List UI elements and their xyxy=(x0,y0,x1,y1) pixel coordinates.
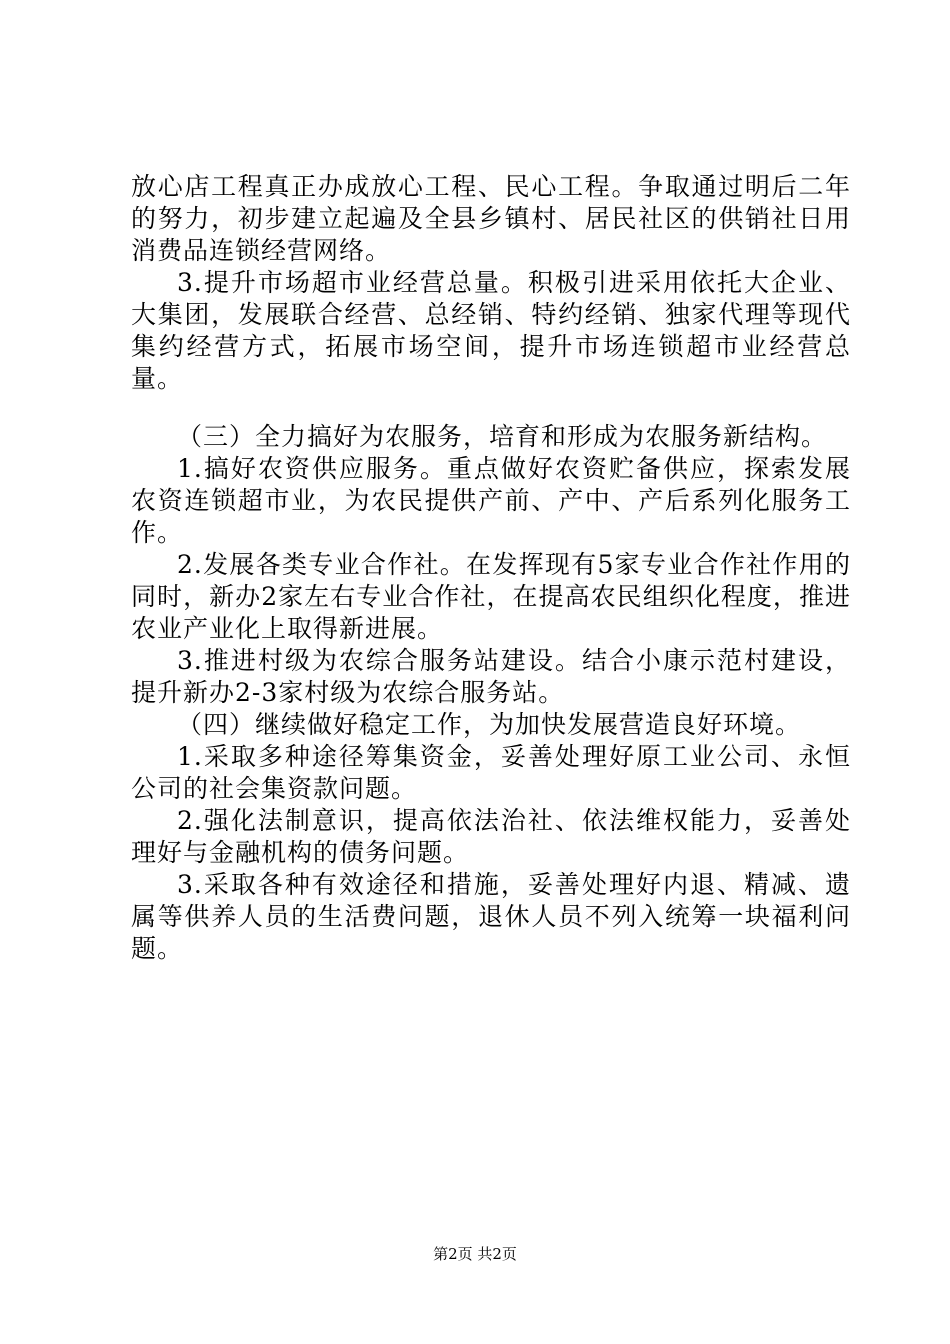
section-heading-3: （三）全力搞好为农服务，培育和形成为农服务新结构。 xyxy=(177,422,828,451)
document-body xyxy=(131,171,851,965)
paragraph-item-3-market: 3.提升市场超市业经营总量。积极引进采用依托大企业、大集团，发展联合经营、总经销、特约经销、独家代理等现代集约经营方式，拓展市场空间，提升市场连锁超市业经营总量。 xyxy=(131,268,851,393)
page-number-footer: 第2页 共2页 xyxy=(433,1245,517,1263)
section-heading-4: （四）继续做好稳定工作，为加快发展营造良好环境。 xyxy=(177,710,802,739)
paragraph-item-2-legal: 2.强化法制意识，提高依法治社、依法维权能力，妥善处理好与金融机构的债务问题。 xyxy=(131,806,851,867)
paragraph-item-2-cooperatives: 2.发展各类专业合作社。在发挥现有5家专业合作社作用的同时，新办2家左右专业合作社，在提高农民组织化程度，推进农业产业化上取得新进展。 xyxy=(131,550,851,643)
paragraph-item-3-service-stations: 3.推进村级为农综合服务站建设。结合小康示范村建设，提升新办2-3家村级为农综合服务站。 xyxy=(131,646,851,707)
paragraph-continuation: 放心店工程真正办成放心工程、民心工程。争取通过明后二年的努力，初步建立起遍及全县乡镇村、居民社区的供销社日用消费品连锁经营网络。 xyxy=(131,172,851,265)
paragraph-item-1-funds: 1.采取多种途径筹集资金，妥善处理好原工业公司、永恒公司的社会集资款问题。 xyxy=(131,742,851,803)
paragraph-item-1-supply: 1.搞好农资供应服务。重点做好农资贮备供应，探索发展农资连锁超市业，为农民提供产前、产中、产后系列化服务工作。 xyxy=(131,454,851,547)
paragraph-item-3-personnel: 3.采取各种有效途径和措施，妥善处理好内退、精减、遗属等供养人员的生活费问题，退休人员不列入统筹一块福利问题。 xyxy=(131,870,851,963)
